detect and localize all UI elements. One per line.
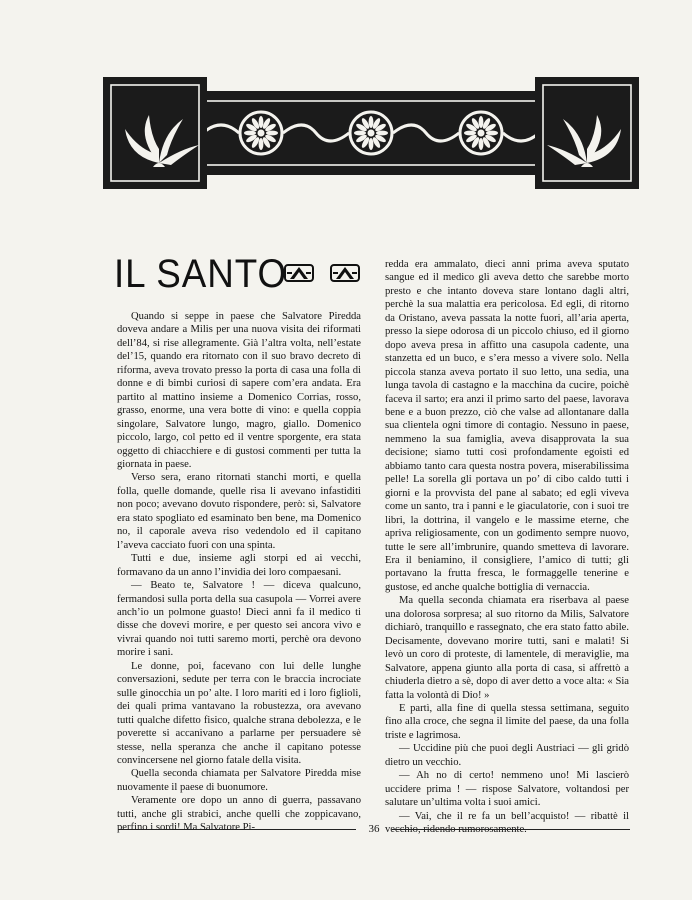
page-footer: [118, 822, 630, 836]
paragraph: — Ah no di certo! nemmeno uno! Mi lascierò uccidere prima ! — rispose Salvatore, voltandosi per salutare un’ultima volta i suoi amici.: [385, 770, 629, 809]
text-column-left: [117, 310, 361, 835]
footer-rule-right: [392, 829, 630, 830]
paragraph: Le donne, poi, facevano con lui delle lunghe conversazioni, sedute per terra con le braccia incrociate sulle ginocchia un po’ alte. I loro mariti ed i loro figlioli, dei quali prima vantavano la robustezza, ora avevano tutti qualche difetto fisico, qualche strana debolezza, e le poverette si accanivano a parlarne per persuadere sè stesse, nella speranza che anche il capitano potesse convincersene nel giorno fatale della visita.: [117, 660, 361, 766]
paragraph: Quella seconda chiamata per Salvatore Piredda mise nuovamente il paese di buonumore.: [117, 768, 361, 793]
article-title: IL SANTO: [114, 252, 288, 296]
paragraph: — Beato te, Salvatore ! — diceva qualcuno, fermandosi sulla porta della sua casupola — Vorrei avere anch’io un polmone guasto! Dieci anni fa il medico ti disse che dovevi morire, e per questo sei ancora vivo e vivrai quando noi tutti saremo morti, perchè ora devono morire i sani.: [117, 580, 361, 659]
ornamental-header-band: [103, 77, 639, 189]
rosette-ornament: [240, 112, 282, 154]
title-ornament-icon: [284, 262, 314, 284]
paragraph: E partì, alla fine di quella stessa settimana, seguito fino alla croce, che segna il limite del paese, da una folla triste e lagrimosa.: [385, 702, 629, 741]
paragraph: Quando si seppe in paese che Salvatore Piredda doveva andare a Milis per una nuova visita dei riformati dell’84, si rise allegramente. Già l’altra volta, nell’estate del’15, quando era ritornato con il suo bravo decreto di riforma, aveva trovato presso la porta di casa una folla di donne e di bimbi curiosi di sapere com’era andata. Era partito al mattino insieme a Domenico Corrias, rosso, grasso, enorme, una vera botte di vino: e quella coppia singolare, Salvatore lungo, magro, giallo. Domenico piccolo, largo, col petto ed il ventre sporgente, era stata oggetto di chiacchiere e di gustosi commenti per tutta la giornata in paese.: [117, 311, 361, 470]
paragraph: Tutti e due, insieme agli storpi ed ai vecchi, formavano da un anno l’invidia dei loro compaesani.: [117, 553, 361, 578]
title-ornament-icon: [330, 262, 360, 284]
paragraph: Verso sera, erano ritornati stanchi morti, e quella folla, quelle domande, quelle risa li avevano infastiditi non poco; avevano dovuto rispondere, però: sì, Salvatore era stato spogliato ed esaminato ben bene, ma Domenico no, il caporale aveva riso vedendolo ed il capitano l’aveva cacciato fuori con una spinta.: [117, 472, 361, 551]
text-column-right: [385, 258, 629, 836]
paragraph: Veramente ore dopo un anno di guerra, passavano tutti, anche gli strabici, anche quelli che zoppicavano, perfino i sordi! Ma Salvatore Pi-: [117, 795, 361, 834]
page-number: 36: [368, 823, 380, 835]
paragraph: redda era ammalato, dieci anni prima aveva sputato sangue ed il medico gli aveva detto che sarebbe morto presto e che intanto doveva stare lontano dagli altri, perchè la sua malattia era pericolosa. Ed egli, di ritorno da Oristano, aveva passata la notte fuori, all’aria aperta, presso la siepe odorosa di un piccolo chiuso, ed il giorno dopo aveva presa in affitto una casupola cadente, una stanzetta ed un buco, e s’era messo a vivere solo. Nella piccola stanza aveva portato il suo letto, una sedia, una lunga tavola di castagno e la macchina da cucire, poichè faceva il sarto; era anzi il primo sarto del paese, lavorava bene e a buon prezzo, ciò che valse ad allontanare dalla sua clientela ogni timore di contagio. Nessuno in paese, nemmeno la sua famiglia, aveva disapprovata la sua decisione; siamo tutti così profondamente egoisti ed abbiamo tanto cara questa nostra povera, miserabilissima pelle! La sorella gli portava un po’ di cibo caldo tutti i giorni e la provvista del pane al sabato; ed egli viveva come un santo, tra i panni e le giaculatorie, con i suoi tre libri, la dottrina, il vangelo e le massime eterne, che apriva religiosamente, con un godimento sempre nuovo, tutte le sere all’imbrunire, quando smetteva di lavorare. Era il beniamino, il consigliere, l’amico di tutti; gli portavano la frutta fresca, le formaggelle tenerine e gustose, ed anche qualche bottiglia di vernaccia.: [385, 259, 629, 593]
rosette-ornament: [350, 112, 392, 154]
paragraph: — Vai, che il re fa un bell’acquisto! — ribattè il vecchio, ridendo rumorosamente.: [385, 810, 629, 836]
paragraph: — Uccidine più che puoi degli Austriaci — gli gridò dietro un vecchio.: [385, 743, 629, 768]
rosette-ornament: [460, 112, 502, 154]
paragraph: Ma quella seconda chiamata era riserbava al paese una dolorosa sorpresa; al suo ritorno da Milis, Salvatore dichiarò, tranquillo e rassegnato, che era stato fatto abile. Decisamente, dovevano morire tutti, sani e malati! Si levò un coro di proteste, di lamentele, di meraviglie, ma Salvatore, appena giunto alla porta di casa, si affrettò a chiuderla dietro a sè, dopo di aver detto a voce alta: « Sia fatta la volontà di Dio! »: [385, 595, 629, 701]
